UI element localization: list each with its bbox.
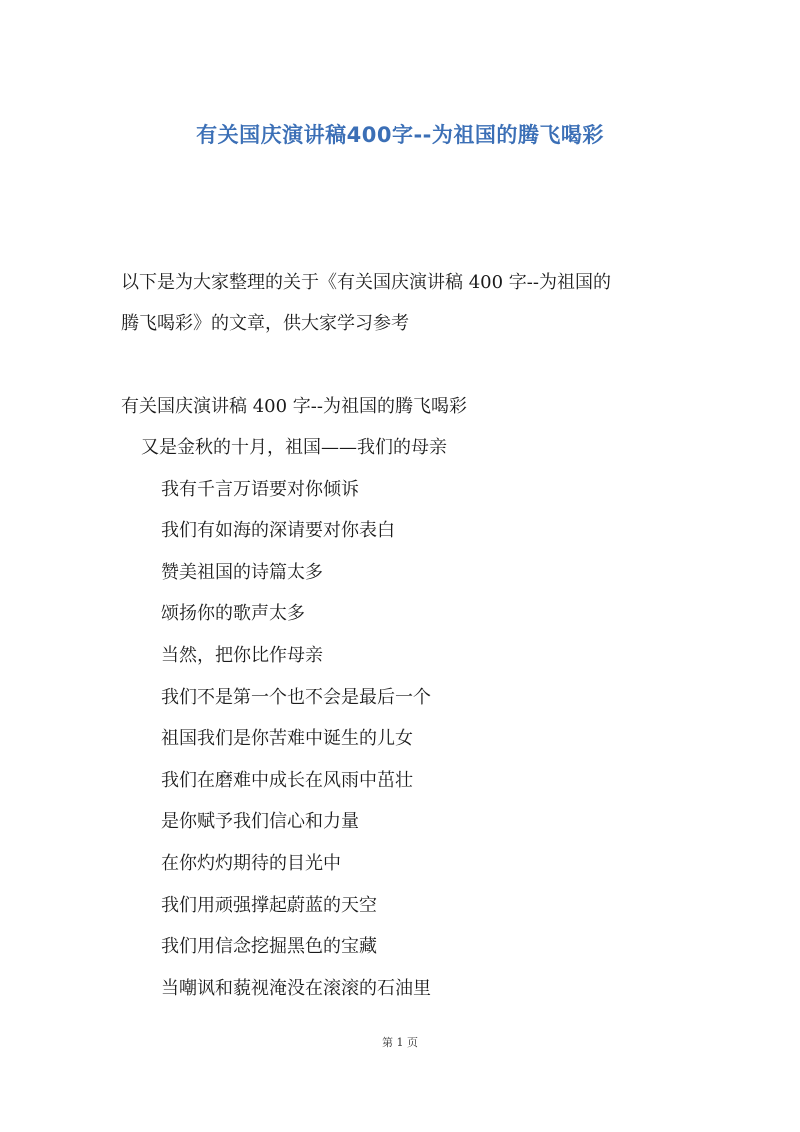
poem-line: 赞美祖国的诗篇太多 [161, 561, 323, 583]
poem-line: 我们不是第一个也不会是最后一个 [161, 686, 431, 708]
body-heading: 有关国庆演讲稿 400 字--为祖国的腾飞喝彩 [121, 396, 467, 417]
intro-line: 腾飞喝彩》的文章，供大家学习参考 [121, 313, 409, 334]
poem-line: 在你灼灼期待的目光中 [161, 852, 341, 874]
poem [121, 427, 721, 1009]
poem-line: 又是金秋的十月，祖国——我们的母亲 [141, 437, 447, 458]
intro-line: 以下是为大家整理的关于《有关国庆演讲稿 400 字--为祖国的 [121, 272, 611, 293]
page-number: 第 1 页 [382, 1036, 418, 1049]
poem-line: 是你赋予我们信心和力量 [161, 811, 359, 833]
poem-line: 祖国我们是你苦难中诞生的儿女 [161, 728, 413, 750]
poem-line: 我们用顽强撑起蔚蓝的天空 [161, 894, 377, 916]
poem-line: 我们在磨难中成长在风雨中茁壮 [161, 769, 413, 791]
poem-line: 我们有如海的深请要对你表白 [161, 520, 395, 542]
poem-line: 颂扬你的歌声太多 [161, 603, 305, 625]
poem-line: 我们用信念挖掘黑色的宝藏 [161, 936, 377, 958]
poem-line: 当然，把你比作母亲 [161, 644, 323, 666]
poem-line: 当嘲讽和藐视淹没在滚滚的石油里 [161, 977, 431, 999]
intro-paragraph [121, 262, 681, 344]
poem-line: 我有千言万语要对你倾诉 [161, 478, 359, 500]
page-title: 有关国庆演讲稿400字--为祖国的腾飞喝彩 [196, 123, 604, 147]
